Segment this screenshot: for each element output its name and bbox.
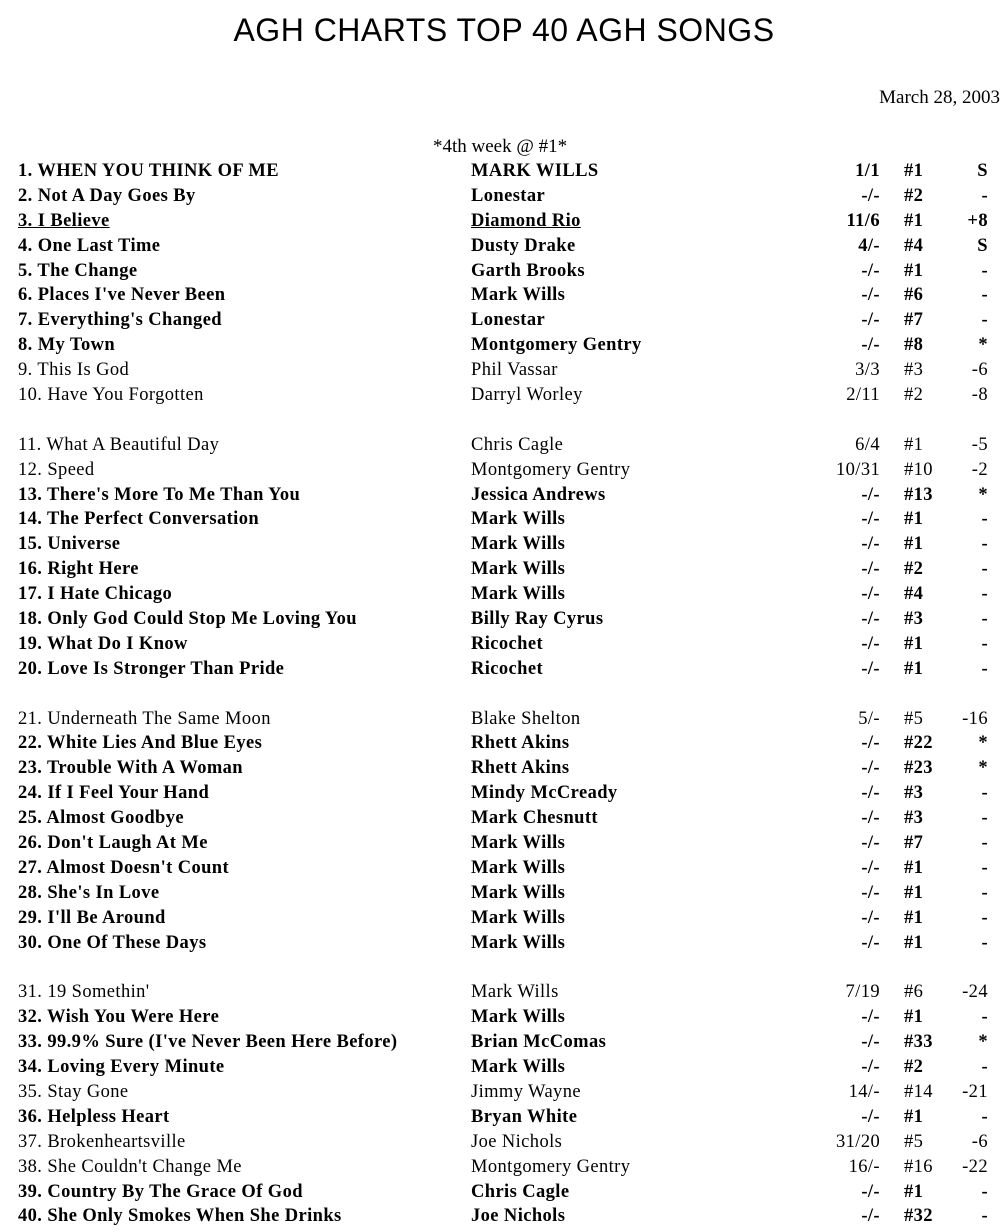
song-title: 18. Only God Could Stop Me Loving You <box>18 609 357 630</box>
song-positions: -/- <box>861 733 880 754</box>
song-change: - <box>981 609 988 630</box>
song-artist: Mark Wills <box>471 285 566 306</box>
song-title: 6. Places I've Never Been <box>18 285 226 306</box>
song-change: - <box>981 932 988 953</box>
song-change: -24 <box>962 982 988 1003</box>
song-change: -16 <box>962 708 988 729</box>
song-change: -21 <box>962 1081 988 1102</box>
song-row <box>0 259 1008 284</box>
song-change: - <box>981 285 988 306</box>
song-peak: #10 <box>904 459 933 480</box>
song-peak: #1 <box>904 509 924 530</box>
song-positions: 7/19 <box>845 982 880 1003</box>
song-artist: Lonestar <box>471 185 546 206</box>
song-row <box>0 358 1008 383</box>
song-peak: #23 <box>904 758 933 779</box>
song-positions: 14/- <box>848 1081 880 1102</box>
song-peak: #3 <box>904 609 924 630</box>
song-peak: #13 <box>904 484 933 505</box>
song-title: 40. She Only Smokes When She Drinks <box>18 1206 342 1227</box>
song-positions: -/- <box>861 559 880 580</box>
song-change: -2 <box>971 459 988 480</box>
song-row <box>0 632 1008 657</box>
song-peak: #6 <box>904 982 924 1003</box>
song-title: 27. Almost Doesn't Count <box>18 857 230 878</box>
song-title: 20. Love Is Stronger Than Pride <box>18 658 285 679</box>
song-peak: #1 <box>904 210 924 231</box>
song-positions: 10/31 <box>836 459 881 480</box>
song-artist: Montgomery Gentry <box>471 335 642 356</box>
song-change: - <box>981 833 988 854</box>
song-artist: Mark Wills <box>471 1007 566 1028</box>
song-list <box>0 159 1008 1229</box>
song-peak: #32 <box>904 1206 933 1227</box>
song-change: S <box>977 235 988 256</box>
song-artist: Mark Wills <box>471 882 566 903</box>
song-title: 35. Stay Gone <box>18 1081 129 1102</box>
song-title: 3. I Believe <box>18 210 110 231</box>
song-row <box>0 1204 1008 1229</box>
song-change: - <box>981 584 988 605</box>
song-positions: -/- <box>861 1206 880 1227</box>
song-peak: #2 <box>904 185 924 206</box>
song-artist: Mark Wills <box>471 932 566 953</box>
song-row <box>0 806 1008 831</box>
song-artist: Mark Wills <box>471 559 566 580</box>
song-row <box>0 308 1008 333</box>
song-peak: #1 <box>904 882 924 903</box>
song-title: 4. One Last Time <box>18 235 161 256</box>
song-row <box>0 781 1008 806</box>
song-positions: -/- <box>861 857 880 878</box>
song-artist: Mindy McCready <box>471 783 618 804</box>
song-title: 26. Don't Laugh At Me <box>18 833 208 854</box>
song-peak: #3 <box>904 783 924 804</box>
song-positions: -/- <box>861 584 880 605</box>
song-row <box>0 756 1008 781</box>
song-artist: Mark Wills <box>471 509 566 530</box>
song-title: 28. She's In Love <box>18 882 160 903</box>
song-artist: Joe Nichols <box>471 1206 566 1227</box>
song-peak: #3 <box>904 808 924 829</box>
song-positions: -/- <box>861 907 880 928</box>
song-positions: -/- <box>861 285 880 306</box>
song-positions: -/- <box>861 932 880 953</box>
song-positions: -/- <box>861 1106 880 1127</box>
song-artist: Garth Brooks <box>471 260 585 281</box>
song-artist: Jimmy Wayne <box>471 1081 581 1102</box>
song-title: 34. Loving Every Minute <box>18 1057 225 1078</box>
song-change: - <box>981 882 988 903</box>
song-peak: #1 <box>904 932 924 953</box>
song-artist: Blake Shelton <box>471 708 581 729</box>
song-row <box>0 1105 1008 1130</box>
song-positions: 4/- <box>858 235 880 256</box>
song-artist: Ricochet <box>471 658 544 679</box>
song-change: - <box>981 1181 988 1202</box>
song-row <box>0 333 1008 358</box>
song-artist: Mark Wills <box>471 1057 566 1078</box>
song-row <box>0 557 1008 582</box>
song-peak: #1 <box>904 633 924 654</box>
song-artist: Mark Wills <box>471 534 566 555</box>
song-row <box>0 881 1008 906</box>
song-artist: Chris Cagle <box>471 434 564 455</box>
song-change: - <box>981 260 988 281</box>
song-positions: -/- <box>861 758 880 779</box>
song-artist: Mark Wills <box>471 584 566 605</box>
song-title: 23. Trouble With A Woman <box>18 758 243 779</box>
song-change: - <box>981 857 988 878</box>
song-positions: 1/1 <box>855 161 880 181</box>
song-artist: MARK WILLS <box>471 161 599 181</box>
song-title: 17. I Hate Chicago <box>18 584 173 605</box>
song-row <box>0 1180 1008 1205</box>
song-positions: -/- <box>861 833 880 854</box>
song-positions: 6/4 <box>855 434 880 455</box>
song-change: - <box>981 559 988 580</box>
song-row <box>0 582 1008 607</box>
song-positions: -/- <box>861 335 880 356</box>
song-artist: Lonestar <box>471 310 546 331</box>
song-positions: 11/6 <box>846 210 880 231</box>
song-title: 16. Right Here <box>18 559 139 580</box>
song-row <box>0 856 1008 881</box>
song-peak: #1 <box>904 534 924 555</box>
song-peak: #33 <box>904 1032 933 1053</box>
song-row <box>0 458 1008 483</box>
song-change: +8 <box>967 210 988 231</box>
song-positions: -/- <box>861 260 880 281</box>
song-positions: 5/- <box>858 708 880 729</box>
song-title: 19. What Do I Know <box>18 633 188 654</box>
song-title: 7. Everything's Changed <box>18 310 222 331</box>
song-peak: #22 <box>904 733 933 754</box>
song-peak: #8 <box>904 335 924 356</box>
song-positions: -/- <box>861 484 880 505</box>
song-change: - <box>981 633 988 654</box>
song-title: 11. What A Beautiful Day <box>18 434 220 455</box>
song-peak: #1 <box>904 857 924 878</box>
song-change: * <box>978 733 988 754</box>
song-change: - <box>981 509 988 530</box>
song-positions: -/- <box>861 882 880 903</box>
song-peak: #6 <box>904 285 924 306</box>
chart-date: March 28, 2003 <box>879 87 1000 108</box>
song-artist: Brian McComas <box>471 1032 607 1053</box>
song-peak: #1 <box>904 1007 924 1028</box>
song-title: 10. Have You Forgotten <box>18 385 204 406</box>
song-change: S <box>977 161 988 181</box>
song-title: 31. 19 Somethin' <box>18 982 150 1003</box>
song-row <box>0 234 1008 259</box>
song-title: 8. My Town <box>18 335 116 356</box>
song-row <box>0 159 1008 184</box>
song-title: 1. WHEN YOU THINK OF ME <box>18 161 280 181</box>
song-artist: Joe Nichols <box>471 1131 563 1152</box>
song-artist: Darryl Worley <box>471 385 583 406</box>
song-peak: #5 <box>904 708 924 729</box>
song-change: - <box>981 783 988 804</box>
song-row <box>0 731 1008 756</box>
song-title: 33. 99.9% Sure (I've Never Been Here Before) <box>18 1032 398 1053</box>
song-positions: -/- <box>861 783 880 804</box>
song-artist: Bryan White <box>471 1106 578 1127</box>
song-positions: 16/- <box>848 1156 880 1177</box>
song-title: 13. There's More To Me Than You <box>18 484 301 505</box>
song-title: 12. Speed <box>18 459 95 480</box>
song-title: 39. Country By The Grace Of God <box>18 1181 303 1202</box>
song-title: 22. White Lies And Blue Eyes <box>18 733 263 754</box>
song-peak: #7 <box>904 833 924 854</box>
song-positions: -/- <box>861 609 880 630</box>
song-change: -22 <box>962 1156 988 1177</box>
song-row <box>0 980 1008 1005</box>
song-peak: #1 <box>904 1181 924 1202</box>
song-change: - <box>981 310 988 331</box>
song-artist: Chris Cagle <box>471 1181 570 1202</box>
song-change: -6 <box>971 1131 988 1152</box>
song-row <box>0 483 1008 508</box>
song-change: - <box>981 1007 988 1028</box>
song-title: 38. She Couldn't Change Me <box>18 1156 242 1177</box>
song-title: 25. Almost Goodbye <box>18 808 185 829</box>
song-positions: -/- <box>861 808 880 829</box>
song-row <box>0 209 1008 234</box>
song-positions: -/- <box>861 185 880 206</box>
page-title: AGH CHARTS TOP 40 AGH SONGS <box>233 12 775 48</box>
song-peak: #1 <box>904 161 924 181</box>
song-title: 37. Brokenheartsville <box>18 1131 186 1152</box>
song-change: - <box>981 808 988 829</box>
song-change: - <box>981 1206 988 1227</box>
song-row <box>0 532 1008 557</box>
song-positions: -/- <box>861 1181 880 1202</box>
song-artist: Rhett Akins <box>471 733 570 754</box>
song-change: - <box>981 907 988 928</box>
song-peak: #1 <box>904 907 924 928</box>
song-row <box>0 831 1008 856</box>
song-row <box>0 283 1008 308</box>
song-peak: #14 <box>904 1081 933 1102</box>
song-title: 32. Wish You Were Here <box>18 1007 220 1028</box>
song-peak: #4 <box>904 235 924 256</box>
song-row <box>0 1080 1008 1105</box>
song-row <box>0 1030 1008 1055</box>
song-change: * <box>978 484 988 505</box>
song-peak: #16 <box>904 1156 933 1177</box>
song-row <box>0 433 1008 458</box>
song-change: -8 <box>971 385 988 406</box>
song-title: 5. The Change <box>18 260 138 281</box>
song-positions: 2/11 <box>846 385 880 406</box>
song-change: - <box>981 185 988 206</box>
song-change: - <box>981 1106 988 1127</box>
song-peak: #1 <box>904 260 924 281</box>
song-title: 30. One Of These Days <box>18 932 207 953</box>
song-artist: Montgomery Gentry <box>471 459 631 480</box>
song-change: * <box>978 1032 988 1053</box>
song-change: - <box>981 534 988 555</box>
song-artist: Montgomery Gentry <box>471 1156 631 1177</box>
song-row <box>0 906 1008 931</box>
weeks-at-number-one-note: *4th week @ #1* <box>433 136 568 157</box>
song-peak: #2 <box>904 559 924 580</box>
song-artist: Ricochet <box>471 633 544 654</box>
song-positions: -/- <box>861 658 880 679</box>
song-artist: Diamond Rio <box>471 210 581 231</box>
song-positions: -/- <box>861 1007 880 1028</box>
song-peak: #1 <box>904 658 924 679</box>
song-positions: -/- <box>861 310 880 331</box>
song-positions: -/- <box>861 1057 880 1078</box>
song-peak: #2 <box>904 1057 924 1078</box>
song-artist: Mark Chesnutt <box>471 808 598 829</box>
song-artist: Dusty Drake <box>471 235 576 256</box>
song-title: 29. I'll Be Around <box>18 907 166 928</box>
song-peak: #2 <box>904 385 924 406</box>
song-row <box>0 184 1008 209</box>
song-row <box>0 607 1008 632</box>
song-peak: #7 <box>904 310 924 331</box>
song-peak: #4 <box>904 584 924 605</box>
song-change: * <box>978 758 988 779</box>
song-title: 21. Underneath The Same Moon <box>18 708 271 729</box>
song-positions: -/- <box>861 633 880 654</box>
song-title: 9. This Is God <box>18 360 130 381</box>
song-change: * <box>978 335 988 356</box>
song-artist: Rhett Akins <box>471 758 570 779</box>
song-artist: Mark Wills <box>471 982 559 1003</box>
song-peak: #1 <box>904 1106 924 1127</box>
song-title: 15. Universe <box>18 534 121 555</box>
song-positions: -/- <box>861 534 880 555</box>
song-change: -5 <box>971 434 988 455</box>
song-positions: -/- <box>861 1032 880 1053</box>
song-positions: -/- <box>861 509 880 530</box>
song-title: 14. The Perfect Conversation <box>18 509 260 530</box>
song-title: 36. Helpless Heart <box>18 1106 170 1127</box>
song-artist: Jessica Andrews <box>471 484 606 505</box>
song-artist: Mark Wills <box>471 907 566 928</box>
song-change: -6 <box>971 360 988 381</box>
song-row <box>0 931 1008 956</box>
song-row <box>0 383 1008 408</box>
song-change: - <box>981 658 988 679</box>
song-title: 24. If I Feel Your Hand <box>18 783 210 804</box>
song-title: 2. Not A Day Goes By <box>18 185 196 206</box>
song-artist: Phil Vassar <box>471 360 558 381</box>
song-row <box>0 1005 1008 1030</box>
song-peak: #5 <box>904 1131 924 1152</box>
song-row <box>0 1130 1008 1155</box>
song-artist: Mark Wills <box>471 857 566 878</box>
song-row <box>0 657 1008 682</box>
song-peak: #3 <box>904 360 924 381</box>
song-row <box>0 1055 1008 1080</box>
song-positions: 31/20 <box>836 1131 881 1152</box>
song-row <box>0 507 1008 532</box>
song-peak: #1 <box>904 434 924 455</box>
song-positions: 3/3 <box>855 360 880 381</box>
song-artist: Mark Wills <box>471 833 566 854</box>
song-change: - <box>981 1057 988 1078</box>
song-row <box>0 1155 1008 1180</box>
song-artist: Billy Ray Cyrus <box>471 609 604 630</box>
song-row <box>0 707 1008 732</box>
